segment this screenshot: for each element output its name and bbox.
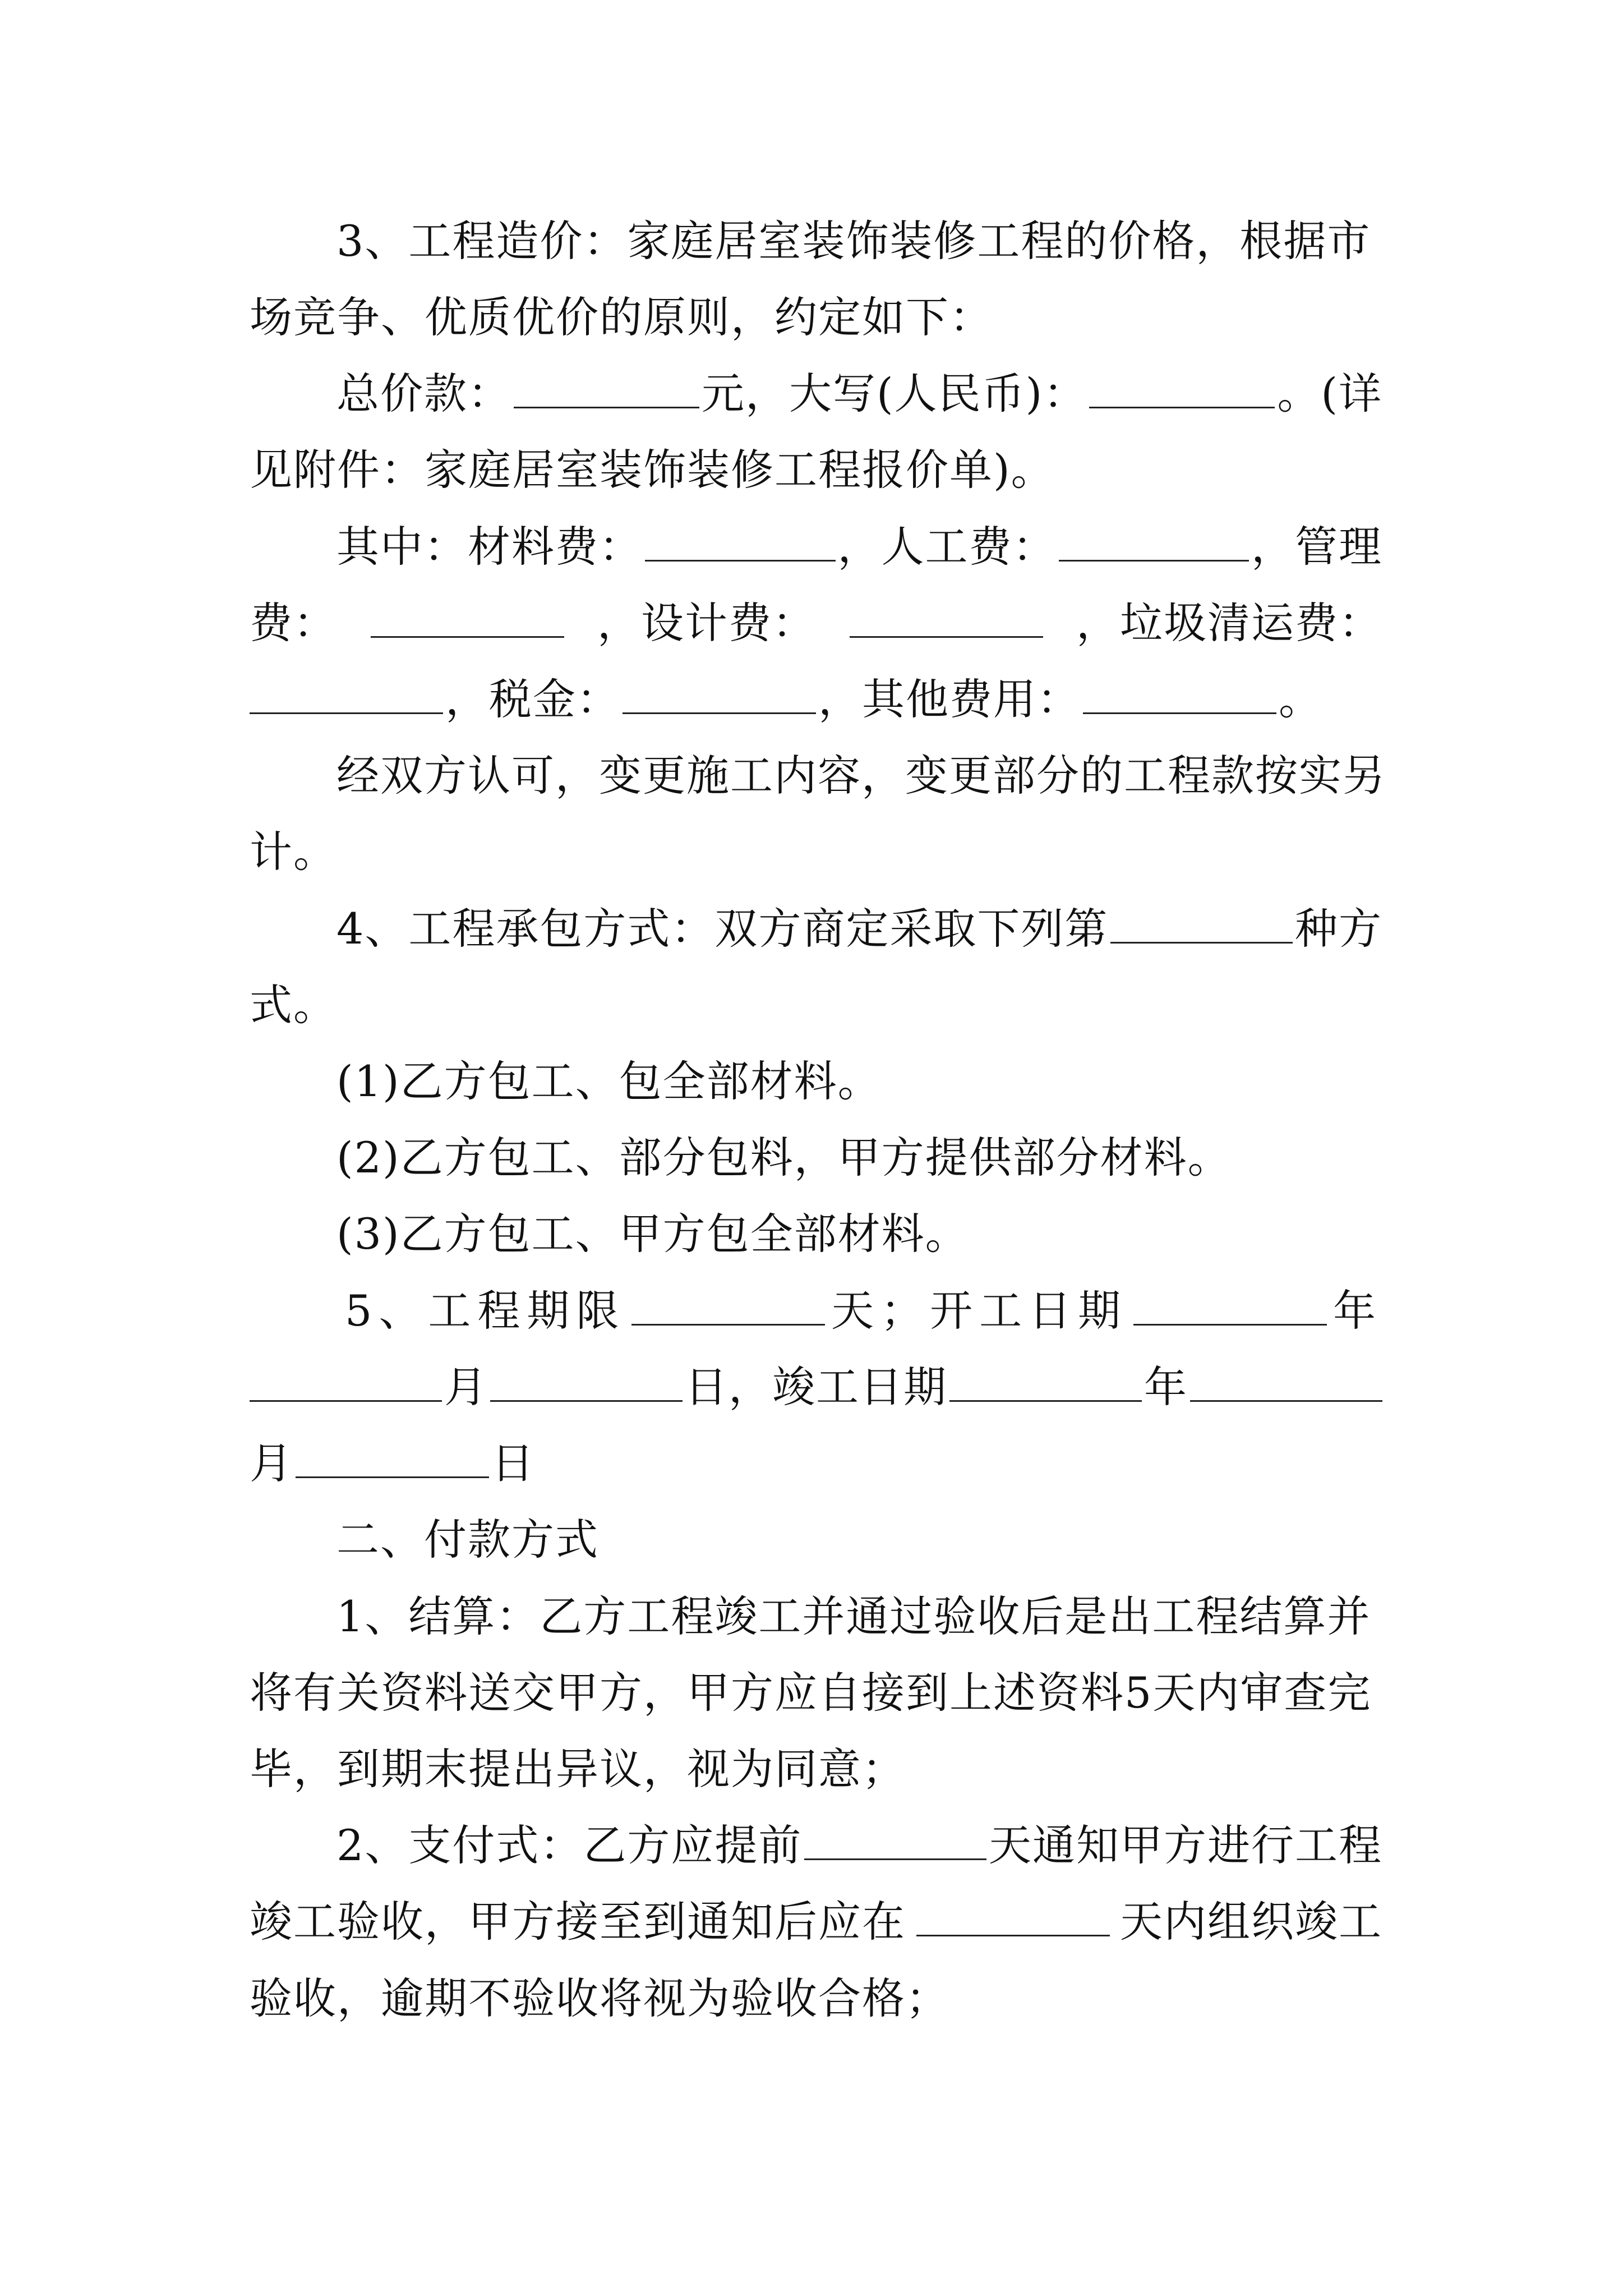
text: 。 [1279, 674, 1322, 724]
design-fee-blank[interactable] [850, 597, 1043, 638]
line-6 [250, 595, 1382, 651]
material-fee-blank[interactable] [645, 521, 836, 562]
line-5 [336, 519, 1382, 575]
text: 3、工程造价：家庭居室装饰装修工程的价格，根据市 [336, 216, 1371, 266]
management-fee-blank[interactable] [371, 597, 564, 638]
text: ，管理 [1251, 522, 1382, 572]
line-1 [336, 213, 1382, 269]
text: 式。 [250, 980, 337, 1030]
text: 总价款： [336, 369, 511, 418]
text: 元，大写(人民币)： [702, 369, 1087, 418]
text: 毕，到期末提出异议，视为同意； [250, 1744, 906, 1794]
line-10 [336, 901, 1382, 957]
other-fees-blank[interactable] [1083, 673, 1276, 714]
text: 日，竣工日期 [685, 1362, 947, 1412]
end-month-blank[interactable] [1190, 1361, 1382, 1402]
text: 场竞争、优质优价的原则，约定如下： [250, 292, 993, 342]
line-13 [336, 1130, 1382, 1186]
text: 费： [250, 598, 337, 648]
line-22 [336, 1818, 1382, 1874]
start-day-blank[interactable] [490, 1361, 683, 1402]
end-day-blank[interactable] [296, 1437, 489, 1478]
text: 月 [250, 1438, 293, 1488]
tax-blank[interactable] [623, 673, 816, 714]
section-heading-payment [336, 1512, 1382, 1568]
text: 年 [1332, 1286, 1382, 1336]
text: 年 [1144, 1362, 1188, 1412]
end-year-blank[interactable] [949, 1361, 1142, 1402]
line-7 [250, 671, 1382, 728]
line-14 [336, 1206, 1382, 1262]
text: ，税金： [445, 674, 620, 724]
notice-days-blank[interactable] [804, 1819, 986, 1860]
line-17 [250, 1435, 1382, 1492]
line-15 [345, 1283, 1382, 1339]
text: ，其他费用： [818, 674, 1081, 724]
total-price-blank[interactable] [514, 367, 699, 408]
text: ，设计费： [597, 598, 816, 648]
text: (1)乙方包工、包全部材料。 [336, 1056, 882, 1106]
line-23 [250, 1894, 1382, 1950]
text: (3)乙方包工、甲方包全部材料。 [336, 1209, 969, 1259]
start-month-blank[interactable] [250, 1361, 442, 1402]
text: 天内组织竣工 [1120, 1897, 1382, 1947]
text: 天通知甲方进行工程 [989, 1820, 1382, 1870]
line-9 [250, 824, 1382, 880]
text: 天；开工日期 [831, 1286, 1128, 1336]
line-24 [250, 1971, 1382, 2027]
text: 二、付款方式 [336, 1515, 599, 1565]
acceptance-days-blank[interactable] [916, 1895, 1110, 1936]
text: 计。 [250, 827, 337, 877]
line-21 [250, 1741, 1382, 1797]
text: ，垃圾清运费： [1076, 598, 1382, 648]
text: 月 [444, 1362, 488, 1412]
text: 见附件：家庭居室装饰装修工程报价单)。 [250, 445, 1055, 495]
text: (2)乙方包工、部分包料，甲方提供部分材料。 [336, 1133, 1232, 1182]
text: 经双方认可，变更施工内容，变更部分的工程款按实另 [336, 751, 1386, 800]
line-4 [250, 442, 1382, 498]
waste-removal-fee-blank[interactable] [250, 673, 443, 714]
line-20 [250, 1665, 1382, 1721]
duration-days-blank[interactable] [631, 1285, 825, 1326]
text: ，人工费： [837, 522, 1057, 572]
line-2 [250, 289, 1382, 346]
text: 种方 [1295, 904, 1382, 954]
text: 2、支付式：乙方应提前 [336, 1820, 803, 1870]
start-year-blank[interactable] [1133, 1285, 1327, 1326]
text: 4、工程承包方式：双方商定采取下列第 [336, 904, 1109, 954]
text: 日 [491, 1438, 535, 1488]
line-11 [250, 977, 1382, 1033]
line-19 [336, 1589, 1382, 1645]
total-price-words-blank[interactable] [1089, 367, 1275, 408]
line-12 [336, 1053, 1382, 1110]
contract-method-blank[interactable] [1110, 903, 1293, 944]
labor-fee-blank[interactable] [1059, 521, 1249, 562]
text: 5、工程期限 [345, 1286, 626, 1336]
line-8 [336, 748, 1386, 804]
text: 其中：材料费： [336, 522, 643, 572]
text: 验收，逾期不验收将视为验收合格； [250, 1973, 949, 2023]
line-16 [250, 1359, 1382, 1415]
text: 竣工验收，甲方接至到通知后应在 [250, 1897, 906, 1947]
text: 将有关资料送交甲方，甲方应自接到上述资料5天内审查完 [250, 1668, 1372, 1718]
text: 。(详 [1277, 369, 1382, 418]
line-3 [336, 366, 1382, 422]
text: 1、结算：乙方工程竣工并通过验收后是出工程结算并 [336, 1591, 1371, 1641]
